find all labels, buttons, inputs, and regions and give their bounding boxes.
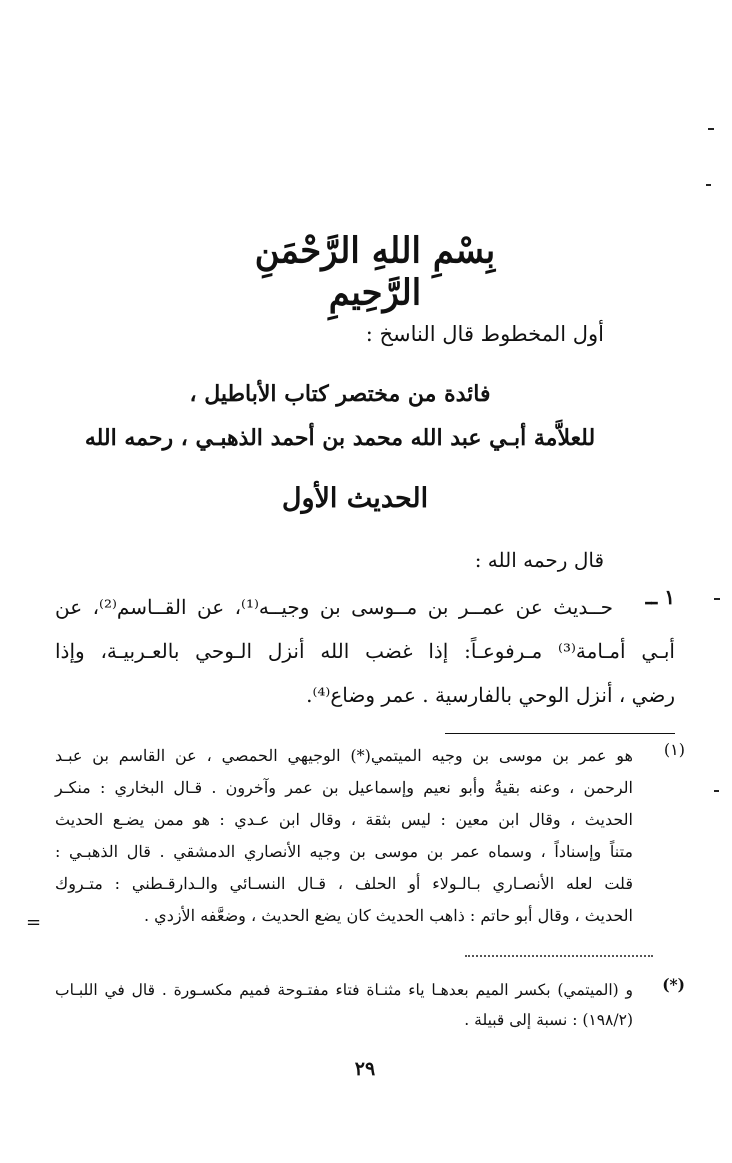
star-footnote-text bbox=[55, 975, 633, 1035]
footnote-line: الرحمن ، وعنه بقيةُ وأبو نعيم وإسماعيل بن عمر وآخرون . قـال البخاري : منكـر bbox=[55, 778, 633, 797]
footnote-1 bbox=[55, 740, 685, 932]
margin-mark-4 bbox=[714, 790, 719, 792]
manuscript-intro: أول المخطوط قال الناسخ : bbox=[365, 322, 604, 346]
hadith-text bbox=[55, 585, 613, 629]
footnote-line: هو عمر بن موسى بن وجيه الميتمي(*) الوجيهي الحمصي ، عن القاسم بن عبـد bbox=[55, 746, 633, 765]
said-line: قال رحمه الله : bbox=[474, 548, 604, 572]
margin-mark-3 bbox=[714, 598, 720, 600]
margin-mark-2 bbox=[706, 184, 711, 186]
page-number: ٢٩ bbox=[354, 1058, 376, 1080]
footnote-number: (١) bbox=[663, 740, 685, 759]
margin-mark-1 bbox=[708, 128, 714, 130]
basmala: بِسْمِ اللهِ الرَّحْمَنِ الرَّحِيمِ bbox=[254, 230, 496, 314]
hadith-line: حــديث عن عمــر بن مــوسى بن وجيــه⁽¹⁾، عن القــاسم⁽²⁾، عن bbox=[55, 595, 613, 619]
dotted-separator bbox=[465, 955, 653, 957]
continuation-mark: = bbox=[26, 912, 42, 933]
footnote-line: متناً وإسناداً ، وسماه عمر بن موسى بن وجيه الأنصاري الدمشقي . قال الذهبـي : bbox=[55, 842, 633, 861]
star-footnote-line: و (الميتمي) بكسر الميم بعدهـا ياء مثنـاة فتاء مفتـوحة فميم مكسـورة . قال في اللبـاب bbox=[55, 981, 633, 999]
hadith-number: ١ ــ bbox=[645, 585, 675, 609]
hadith-entry bbox=[55, 585, 675, 717]
footnote-separator bbox=[445, 733, 675, 734]
title-line-2: للعلاَّمة أبـي عبد الله محمد بن أحمد الذهبـي ، رحمه الله bbox=[84, 425, 596, 451]
hadith-line: أبـي أمـامة⁽³⁾ مـرفوعـاً: إذا غضب الله أنزل الـوحي بالعـربيـة، وإذا bbox=[55, 639, 675, 663]
footnote-line: الحديث ، وقال أبو حاتم : ذاهب الحديث كان يضع الحديث ، وضعَّفه الأزدي . bbox=[144, 906, 633, 925]
title-block bbox=[60, 372, 620, 460]
footnote-line: قلت لعله الأنصـاري بـالـولاء أو الحلف ، قـال النسـائي والـدارقـطني : متـروك bbox=[55, 874, 634, 893]
title-line-1: فائدة من مختصر كتاب الأباطيل ، bbox=[189, 381, 491, 407]
footnote-line: الحديث ، وقال ابن معين : ليس بثقة ، وقال ابن عـدي : هو ممن يضـع الحديث bbox=[55, 810, 633, 829]
star-footnote-marker: (*) bbox=[662, 975, 685, 994]
footnote-text bbox=[55, 740, 633, 932]
section-heading: الحديث الأول bbox=[281, 483, 429, 514]
star-footnote-line: (١٩٨/٢) : نسبة إلى قبيلة . bbox=[464, 1011, 633, 1029]
hadith-line: رضي ، أنزل الوحي بالفارسية . عمر وضاع⁽⁴⁾. bbox=[306, 683, 675, 707]
star-footnote bbox=[55, 975, 685, 1035]
